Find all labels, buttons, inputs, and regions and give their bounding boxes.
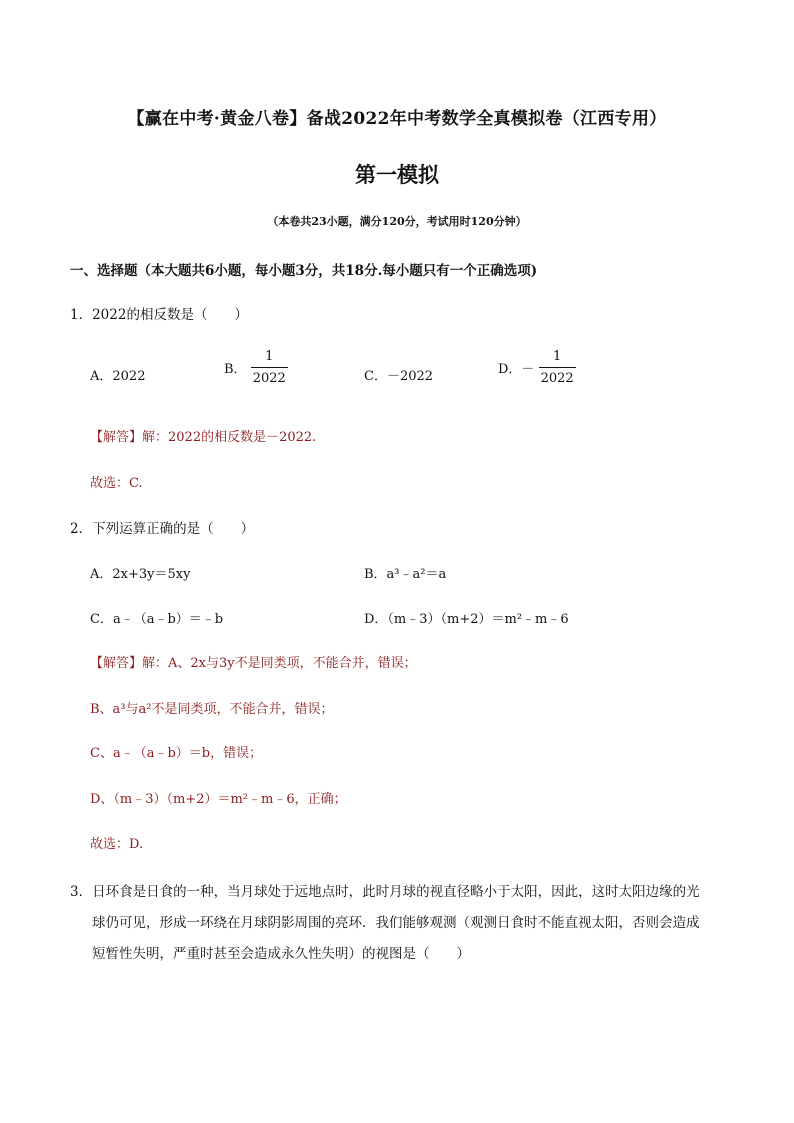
- paper-subtitle: 第一模拟: [355, 162, 439, 187]
- q3-line-1: 3．日环食是日食的一种，当月球处于远地点时，此时月球的视直径略小于太阳，因此，这时太阳边缘的光: [70, 884, 700, 900]
- q2-answer-b: B、a³与a²不是同类项，不能合并，错误；: [90, 702, 334, 717]
- q2-answer-d: D、（m﹣3）（m+2）＝m²﹣m﹣6，正确；: [90, 792, 347, 807]
- q2-option-b: B．a³﹣a²＝a: [364, 567, 447, 582]
- q2-option-d: D．（m﹣3）（m+2）＝m²﹣m﹣6: [364, 612, 569, 627]
- q2-option-c: C．a﹣（a﹣b）＝﹣b: [90, 612, 224, 627]
- q1-option-d-fraction: [539, 349, 576, 386]
- q1-choice: 故选：C.: [90, 476, 143, 491]
- q2-answer-a: 【解答】解：A、2x与3y不是同类项，不能合并，错误；: [90, 656, 417, 671]
- q2-option-a: A．2x+3y＝5xy: [90, 567, 191, 582]
- q2-stem: 2．下列运算正确的是（ ）: [70, 521, 255, 537]
- fraction-denominator: 2022: [251, 367, 288, 386]
- fraction-numerator: 1: [265, 349, 274, 364]
- q1-option-d-prefix: D．－: [498, 362, 535, 377]
- section-heading: 一、选择题（本大题共6小题，每小题3分，共18分.每小题只有一个正确选项): [70, 263, 538, 279]
- q1-option-b: [224, 349, 288, 386]
- q2-answer-c: C、a﹣（a﹣b）＝b，错误；: [90, 746, 263, 761]
- paper-title: 【赢在中考·黄金八卷】备战2022年中考数学全真模拟卷（江西专用）: [127, 109, 667, 129]
- q1-option-d: [498, 349, 576, 386]
- q1-option-b-fraction: [251, 349, 288, 386]
- q1-option-a: A．2022: [90, 369, 146, 384]
- q1-answer: 【解答】解：2022的相反数是－2022.: [90, 430, 317, 445]
- q3-stem: [70, 877, 730, 970]
- fraction-denominator: 2022: [539, 367, 576, 386]
- q1-option-b-prefix: B．: [224, 362, 247, 377]
- q1-option-c: C．－2022: [364, 369, 434, 384]
- q2-choice: 故选：D.: [90, 837, 144, 852]
- fraction-numerator: 1: [552, 349, 562, 364]
- q3-line-2: 球仍可见，形成一环绕在月球阴影周围的亮环．我们能够观测（观测日食时不能直视太阳，否则会造成: [92, 915, 700, 931]
- exam-note: （本卷共23小题，满分120分，考试用时120分钟）: [267, 215, 527, 228]
- q3-line-3: 短暂性失明，严重时甚至会造成永久性失明）的视图是（ ）: [92, 946, 470, 962]
- q1-stem: 1．2022的相反数是（ ）: [70, 307, 248, 323]
